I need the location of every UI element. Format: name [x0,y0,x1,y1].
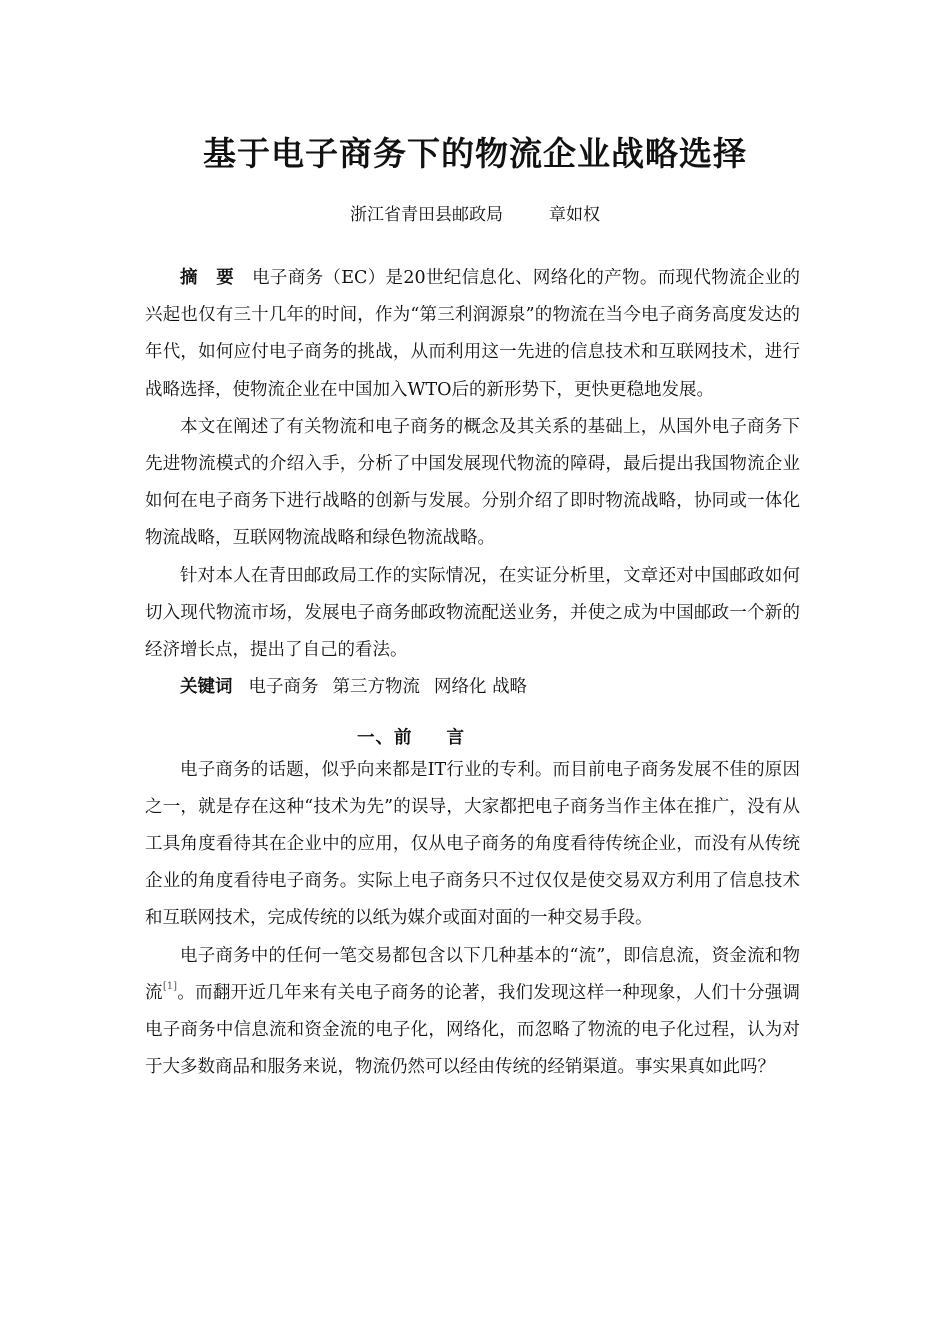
abstract-text-1: 电子商务（EC）是20世纪信息化、网络化的产物。而现代物流企业的兴起也仅有三十几年的时间，作为“第三利润源泉”的物流在当今电子商务高度发达的年代，如何应付电子商务的挑战，从而利用这一先进的信息技术和互联网技术，进行战略选择，使物流企业在中国加入WTO后的新形势下，更快更稳地发展。 [145,268,800,400]
keywords-line [145,669,800,706]
keyword: 网络化 战略 [434,677,528,698]
citation-ref[interactable]: [1] [162,980,177,992]
abstract-label: 摘 要 [180,268,241,288]
keyword: 电子商务 [248,677,319,698]
section-heading-num: 一、前 [357,728,413,749]
author-affiliation: 浙江省青田县邮政局 [350,205,503,225]
section-heading-rest: 言 [446,728,465,749]
section-text-2b: 。而翻开近几年来有关电子商务的论著，我们发现这样一种现象，人们十分强调电子商务中信息流和资金流的电子化，网络化，而忽略了物流的电子化过程，认为对于大多数商品和服务来说，物流仍然可以经由传统的经销渠道。事实果真如此吗？ [145,982,801,1078]
abstract-paragraph-2: 本文在阐述了有关物流和电子商务的概念及其关系的基础上，从国外电子商务下先进物流模式的介绍入手，分析了中国发展现代物流的障碍，最后提出我国物流企业如何在电子商务下进行战略的创新与发展。分别介绍了即时物流战略，协同或一体化物流战略，互联网物流战略和绿色物流战略。 [145,416,800,549]
keyword: 第三方物流 [332,677,420,698]
paper-body [145,260,800,1086]
section-paragraph-1: 电子商务的话题，似乎向来都是IT行业的专利。而目前电子商务发展不佳的原因之一，就是存在这种“技术为先”的误导，大家都把电子商务当作主体在推广，没有从工具角度看待其在企业中的应用，仅从电子商务的角度看待传统企业，而没有从传统企业的角度看待电子商务。实际上电子商务只不过仅仅是使交易双方利用了信息技术和互联网技术，完成传统的以纸为媒介或面对面的一种交易手段。 [145,759,800,929]
abstract-paragraph-3: 针对本人在青田邮政局工作的实际情况，在实证分析里，文章还对中国邮政如何切入现代物流市场，发展电子商务邮政物流配送业务，并使之成为中国邮政一个新的经济增长点，提出了自己的看法。 [145,565,800,661]
paper-title: 基于电子商务下的物流企业战略选择 [203,134,747,173]
section-text-2a: 电子商务中的任何一笔交易都包含以下几种基本的“流”，即信息流，资金流和物流 [145,945,800,1003]
abstract-paragraph-1 [145,260,800,409]
section-paragraph-2 [145,938,800,1087]
author-name: 章如权 [549,205,600,225]
author-line [0,200,950,225]
keywords-label: 关键词 [180,677,233,698]
